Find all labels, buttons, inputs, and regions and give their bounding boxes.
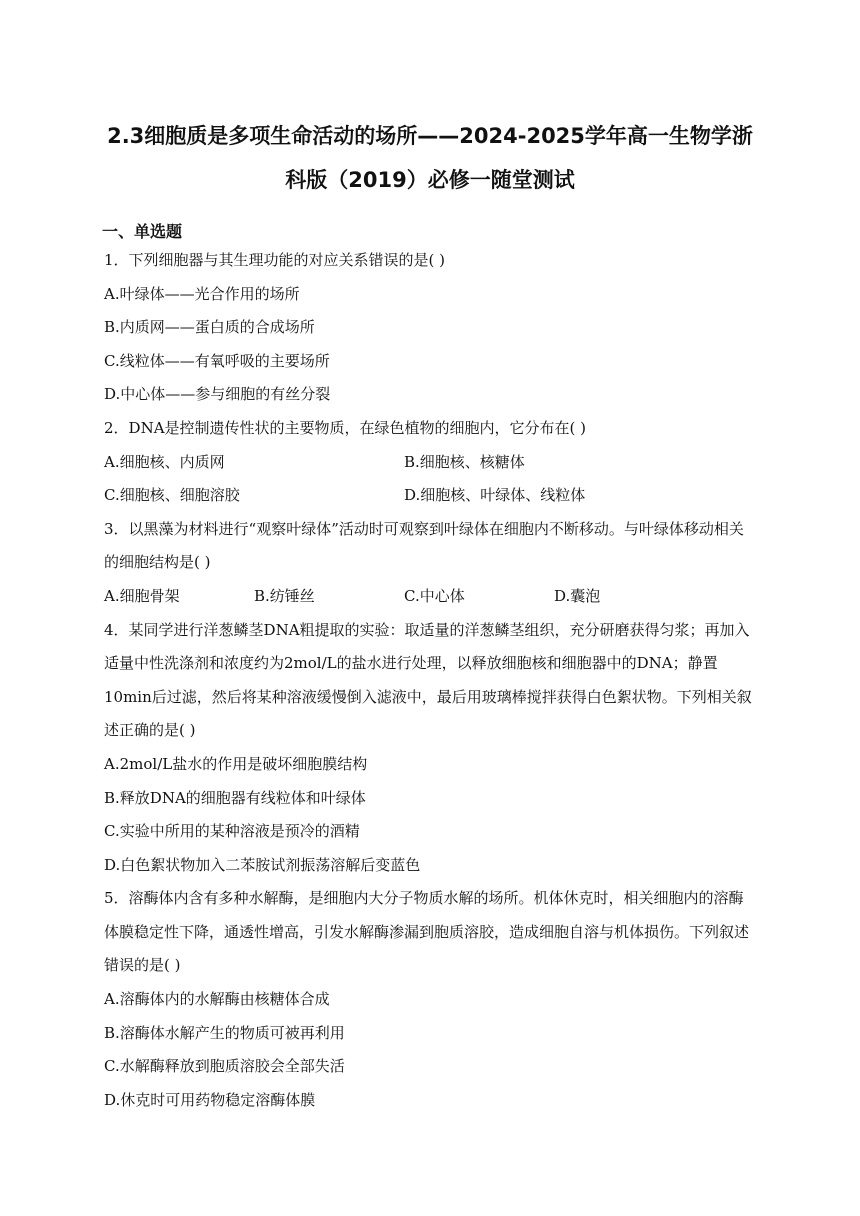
- option-d: D.白色絮状物加入二苯胺试剂振荡溶解后变蓝色: [104, 855, 421, 874]
- question-stem: 2．DNA是控制遗传性状的主要物质，在绿色植物的细胞内，它分布在( ): [104, 418, 587, 437]
- question-2: [104, 412, 754, 513]
- option-d: D.细胞核、叶绿体、线粒体: [404, 486, 586, 505]
- option-d: D.囊泡: [554, 586, 601, 605]
- question-list: [104, 244, 754, 1117]
- option-c: C.实验中所用的某种溶液是预冷的酒精: [104, 822, 360, 841]
- option-b: B.溶酶体水解产生的物质可被再利用: [104, 1023, 345, 1042]
- option-row: [104, 446, 754, 480]
- option-b: B.内质网——蛋白质的合成场所: [104, 318, 315, 337]
- option-c: C.细胞核、细胞溶胶: [104, 486, 240, 505]
- option-a: A.溶酶体内的水解酶由核糖体合成: [104, 990, 330, 1009]
- question-stem: 5．溶酶体内含有多种水解酶，是细胞内大分子物质水解的场所。机体休克时，相关细胞内的溶酶体膜稳定性下降，通透性增高，引发水解酶渗漏到胞质溶胶，造成细胞自溶与机体损伤。下列叙述错误的是( ): [104, 889, 750, 975]
- option-d: D.休克时可用药物稳定溶酶体膜: [104, 1090, 316, 1109]
- option-b: B.细胞核、核糖体: [404, 452, 525, 471]
- option-a: A.细胞骨架: [104, 586, 180, 605]
- question-3: [104, 513, 754, 614]
- option-b: B.释放DNA的细胞器有线粒体和叶绿体: [104, 788, 366, 807]
- option-c: C.线粒体——有氧呼吸的主要场所: [104, 351, 330, 370]
- question-stem: 3．以黑藻为材料进行“观察叶绿体”活动时可观察到叶绿体在细胞内不断移动。与叶绿体移动相关的细胞结构是( ): [104, 519, 744, 572]
- question-4: [104, 614, 754, 883]
- question-1: [104, 244, 754, 412]
- option-row: [104, 479, 754, 513]
- question-5: [104, 882, 754, 1117]
- option-a: A.叶绿体——光合作用的场所: [104, 284, 300, 303]
- option-row: [104, 580, 754, 614]
- section-heading: 一、单选题: [102, 222, 183, 241]
- question-stem: 4．某同学进行洋葱鳞茎DNA粗提取的实验：取适量的洋葱鳞茎组织，充分研磨获得匀浆；再加入适量中性洗涤剂和浓度约为2mol/L的盐水进行处理，以释放细胞核和细胞器中的DNA；静置10min后过滤，然后将某种溶液缓慢倒入滤液中，最后用玻璃棒搅拌获得白色絮状物。下列相关叙述正确的是( ): [104, 620, 752, 740]
- question-stem: 1．下列细胞器与其生理功能的对应关系错误的是( ): [104, 251, 446, 269]
- option-c: C.中心体: [404, 586, 465, 605]
- option-a: A.2mol/L盐水的作用是破坏细胞膜结构: [104, 754, 368, 773]
- option-b: B.纺锤丝: [254, 586, 315, 605]
- document-title: 2.3细胞质是多项生命活动的场所——2024-2025学年高一生物学浙科版（2019）必修一随堂测试: [107, 124, 753, 192]
- option-d: D.中心体——参与细胞的有丝分裂: [104, 385, 331, 404]
- option-c: C.水解酶释放到胞质溶胶会全部失活: [104, 1057, 345, 1076]
- option-a: A.细胞核、内质网: [104, 452, 225, 471]
